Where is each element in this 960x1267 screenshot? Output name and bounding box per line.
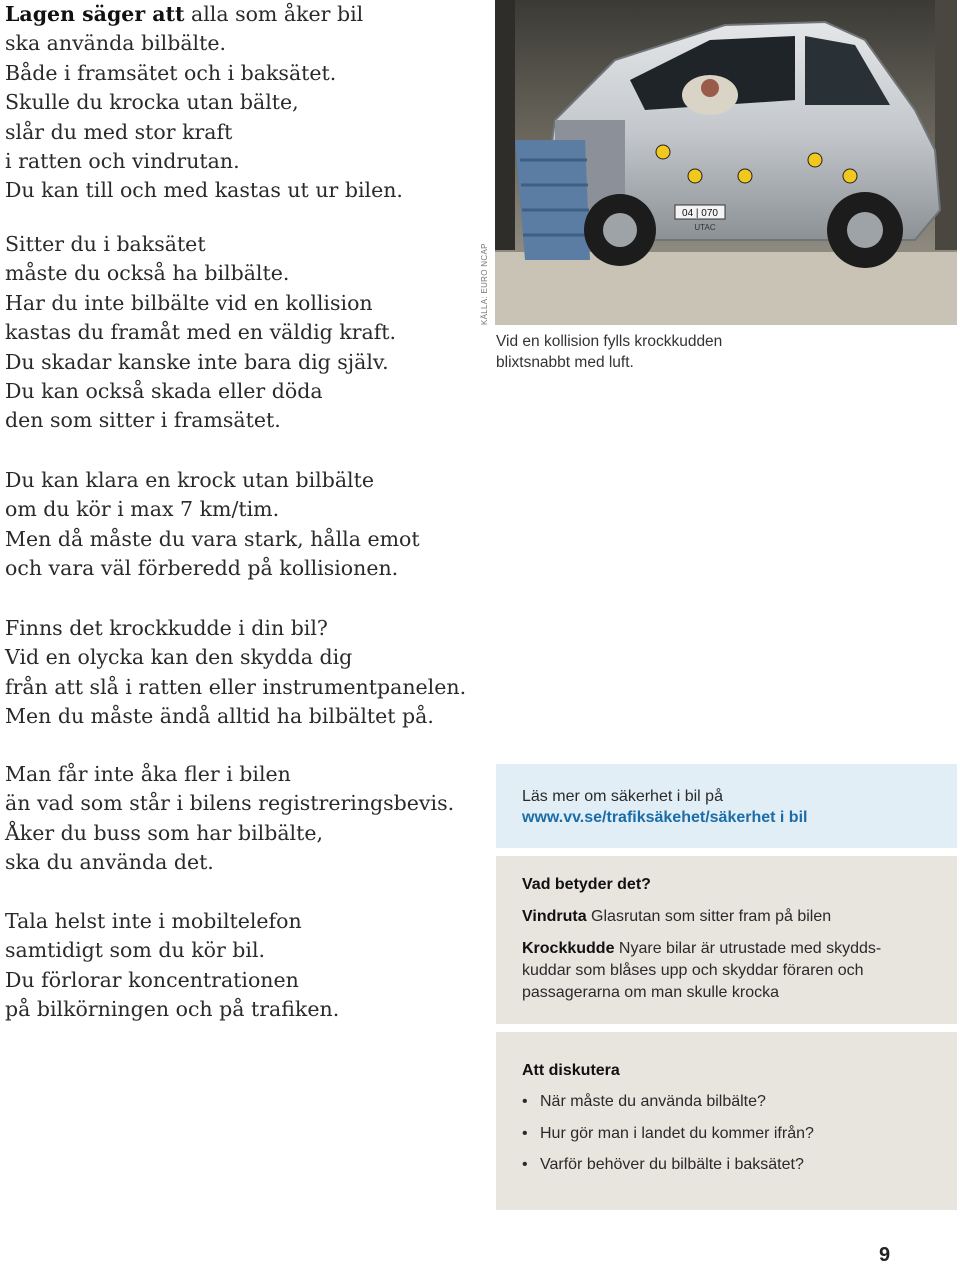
list-item — [522, 1123, 937, 1145]
bullet-icon: • — [522, 1093, 528, 1110]
discussion-title: Att diskutera — [522, 1062, 620, 1079]
text-line: Du förlorar koncentrationen — [5, 967, 299, 992]
text-line: alla som åker bil — [184, 2, 364, 26]
paragraph-passengers — [5, 760, 480, 878]
text-line: kastas du framåt med en väldig kraft. — [5, 320, 397, 345]
text-line: Du kan till och med kastas ut ur bilen. — [5, 178, 403, 203]
caption-line: blixtsnabbt med luft. — [496, 354, 634, 371]
glossary-box — [496, 856, 957, 1024]
glossary-entry-vindruta — [522, 906, 937, 928]
paragraph-seatbelt-law — [5, 0, 480, 206]
glossary-term: Vindruta — [522, 908, 587, 925]
text-line: Man får inte åka fler i bilen — [5, 762, 291, 786]
text-line: slår du med stor kraft — [5, 119, 233, 144]
read-more-link[interactable]: www.vv.se/trafiksäkehet/säkerhet i bil — [522, 809, 808, 826]
discussion-box — [496, 1032, 957, 1210]
text-line: Tala helst inte i mobiltelefon — [5, 909, 302, 933]
text-line: Vid en olycka kan den skydda dig — [5, 645, 353, 670]
text-line: samtidigt som du kör bil. — [5, 938, 266, 963]
paragraph-low-speed — [5, 466, 480, 584]
text-line: Åker du buss som har bilbälte, — [5, 820, 323, 845]
text-line: måste du också ha bilbälte. — [5, 261, 290, 286]
text-line: Du skadar kanske inte bara dig själv. — [5, 349, 389, 374]
text-line: från att slå i ratten eller instrumentpanelen. — [5, 674, 467, 699]
list-item-text: Varför behöver du bilbälte i baksätet? — [540, 1156, 804, 1173]
bullet-icon: • — [522, 1156, 528, 1173]
text-line: i ratten och vindrutan. — [5, 149, 240, 174]
text-line: Du kan också skada eller döda — [5, 379, 323, 404]
text-line: Men du måste ändå alltid ha bilbältet på. — [5, 704, 434, 729]
glossary-definition: passagerarna om man skulle krocka — [522, 984, 780, 1001]
license-plate: 04 | 070 — [682, 208, 718, 219]
photo-source-credit: KÄLLA: EURO NCAP — [480, 243, 489, 325]
glossary-definition: kuddar som blåses upp och skyddar föraren och — [522, 962, 864, 979]
glossary-term: Krockkudde — [522, 940, 615, 957]
text-line: Skulle du krocka utan bälte, — [5, 90, 299, 115]
utac-badge: UTAC — [694, 223, 716, 232]
text-line: den som sitter i framsätet. — [5, 408, 281, 433]
text-line: ska du använda det. — [5, 850, 214, 875]
text-line: Men då måste du vara stark, hålla emot — [5, 526, 420, 551]
read-more-text: Läs mer om säkerhet i bil på — [522, 788, 723, 805]
glossary-definition: Nyare bilar är utrustade med skydds- — [614, 940, 882, 957]
list-item-text: Hur gör man i landet du kommer ifrån? — [540, 1124, 814, 1142]
text-line: Sitter du i baksätet — [5, 232, 206, 256]
glossary-entry-krockkudde — [522, 938, 937, 1004]
read-more-box — [496, 764, 957, 848]
crash-test-photo — [495, 0, 957, 325]
page-number: 9 — [879, 1244, 891, 1266]
photo-caption — [496, 331, 722, 373]
text-line: Finns det krockkudde i din bil? — [5, 616, 328, 640]
list-item-text: När måste du använda bilbälte? — [540, 1093, 766, 1110]
glossary-definition: Glasrutan som sitter fram på bilen — [586, 908, 832, 925]
paragraph-airbag — [5, 614, 480, 732]
discussion-list — [522, 1091, 937, 1176]
paragraph-mobile-phone — [5, 907, 480, 1025]
caption-line: Vid en kollision fylls krockkudden — [496, 333, 723, 350]
list-item — [522, 1154, 937, 1176]
paragraph-backseat — [5, 230, 480, 436]
text-line: om du kör i max 7 km/tim. — [5, 497, 280, 522]
glossary-title: Vad betyder det? — [522, 876, 651, 893]
text-line: Har du inte bilbälte vid en kollision — [5, 290, 373, 315]
bullet-icon: • — [522, 1124, 528, 1142]
text-line: ska använda bilbälte. — [5, 31, 226, 56]
lead-phrase: Lagen säger att — [5, 2, 185, 26]
text-line: på bilkörningen och på trafiken. — [5, 997, 340, 1022]
text-line: Både i framsätet och i baksätet. — [5, 60, 337, 85]
text-line: och vara väl förberedd på kollisionen. — [5, 556, 399, 581]
text-line: än vad som står i bilens registreringsbevis. — [5, 791, 455, 816]
text-line: Du kan klara en krock utan bilbälte — [5, 468, 374, 492]
list-item — [522, 1091, 937, 1113]
